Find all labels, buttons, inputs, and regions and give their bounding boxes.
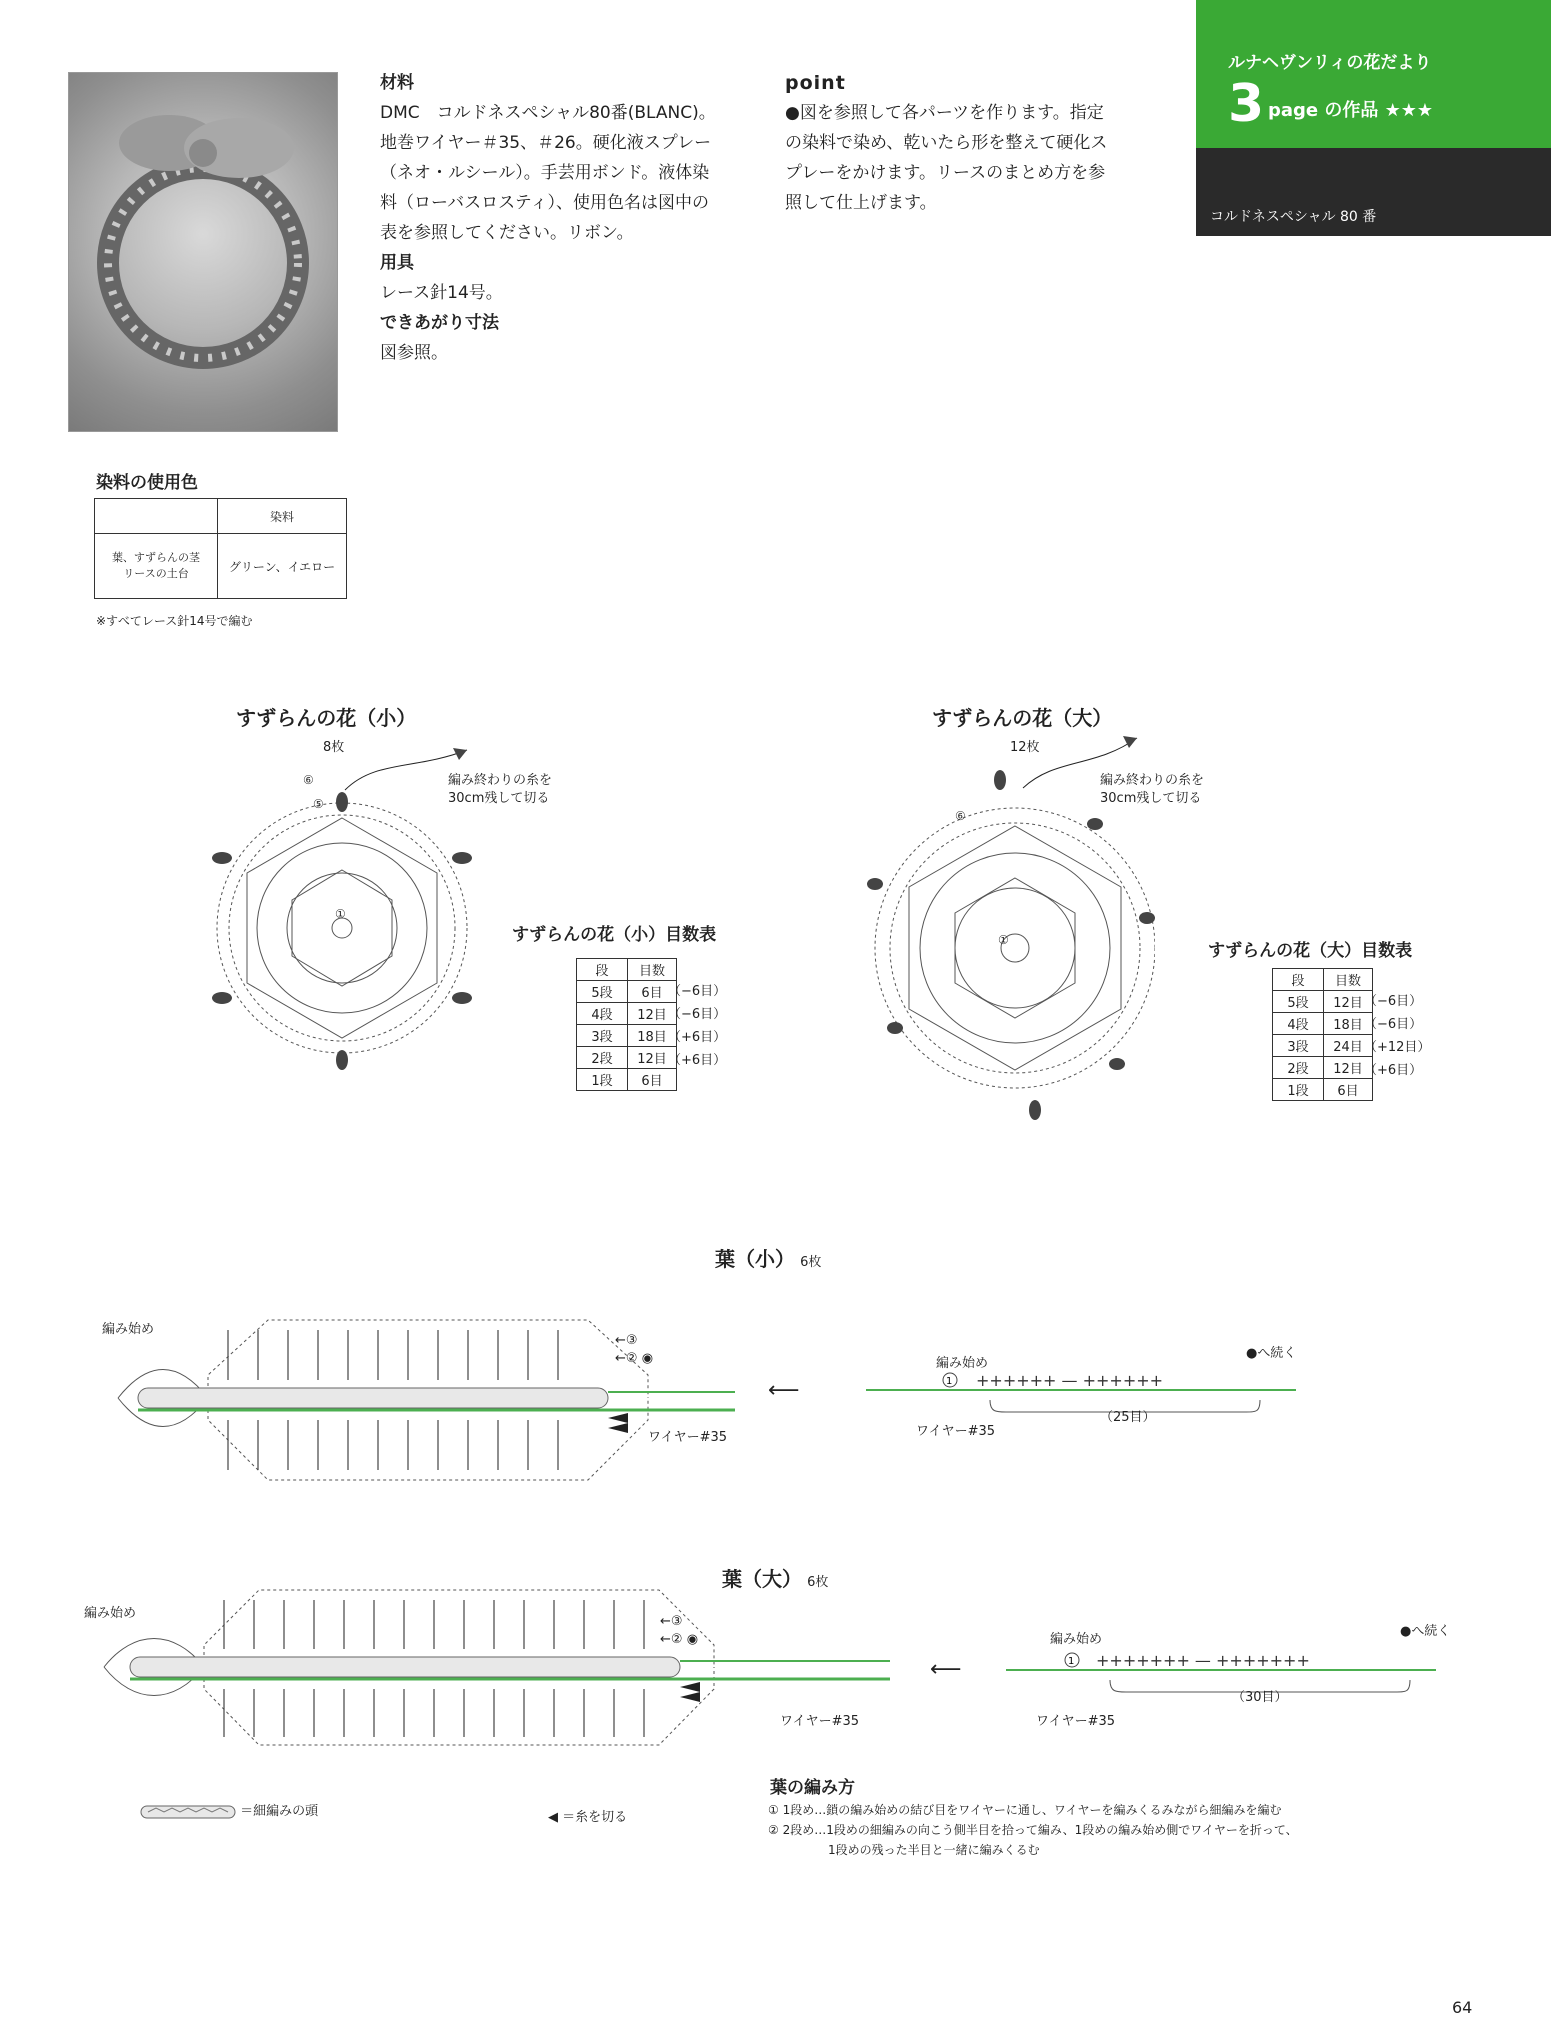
leaf-small-diagram <box>108 1280 738 1500</box>
table-cell: 6目 <box>628 981 677 1003</box>
dye-header: 染料 <box>218 499 347 534</box>
svg-text:1: 1 <box>1068 1656 1075 1667</box>
leaf-large-row3: ←③ <box>660 1614 683 1629</box>
svg-text:1: 1 <box>946 1376 953 1387</box>
diff-value: （+12目） <box>1364 1040 1431 1055</box>
point-block <box>785 68 1165 218</box>
dye-row-label-1: 葉、すずらんの茎 <box>111 551 201 564</box>
leaf-large-continue: ●へ続く <box>1400 1624 1451 1639</box>
table-cell: 3段 <box>577 1025 628 1047</box>
legend-braid-text: ＝細編みの頭 <box>240 1804 319 1819</box>
leaf-large-qty: 6枚 <box>807 1575 829 1590</box>
flower-small-table-title: すずらんの花（小）目数表 <box>512 925 717 945</box>
svg-text:⑥: ⑥ <box>955 809 966 823</box>
leaf-small-row3: ←③ <box>615 1333 638 1348</box>
row-marker: ② <box>670 1632 683 1647</box>
leaf-large-row2: ←② ◉ <box>660 1632 699 1647</box>
flower-large-diagram <box>855 728 1155 1128</box>
table-cell: 12目 <box>628 1003 677 1025</box>
table-cell: 1段 <box>577 1069 628 1091</box>
braid-icon <box>140 1804 236 1820</box>
section-tag <box>1196 0 1551 236</box>
flower-large-end-note-2: 30cm残して切る <box>1100 791 1202 806</box>
leaf-small-qty: 6枚 <box>800 1255 822 1270</box>
leaf-large-title: 葉（大） <box>722 1567 802 1591</box>
table-cell: 5段 <box>577 981 628 1003</box>
table-cell: 12目 <box>628 1047 677 1069</box>
flower-large-table-title: すずらんの花（大）目数表 <box>1208 941 1413 961</box>
leaf-large-diagram <box>94 1565 894 1765</box>
needle-note: ※すべてレース針14号で編む <box>96 614 253 628</box>
flower-large-diffs <box>1364 990 1430 1082</box>
dye-row-label-2: リースの土台 <box>123 567 189 580</box>
leaf-small-wire-label: ワイヤー#35 <box>648 1430 728 1445</box>
how-title: 葉の編み方 <box>770 1778 855 1798</box>
point-line: 照して仕上げます。 <box>785 193 937 213</box>
tag-green-band <box>1196 0 1551 148</box>
flower-small-qty: 8枚 <box>323 740 345 755</box>
flower-small-end-note-1: 編み終わりの糸を <box>448 773 553 788</box>
point-heading: point <box>785 72 846 94</box>
leaf-small-heading <box>715 1243 821 1272</box>
flower-large-end-note-1: 編み終わりの糸を <box>1100 773 1205 788</box>
dye-row-value: グリーン、イエロー <box>218 534 347 599</box>
point-line: プレーをかけます。リースのまとめ方を参 <box>785 163 1106 183</box>
page-number: 64 <box>1452 1998 1473 2017</box>
flower-small-diagram <box>185 730 485 1110</box>
tag-number: 3 <box>1228 74 1265 134</box>
leaf-large-wire-label-2: ワイヤー#35 <box>1036 1714 1116 1729</box>
legend-cut-text: ＝糸を切る <box>562 1810 628 1825</box>
table-cell: 6目 <box>1324 1079 1373 1101</box>
dye-empty-cell <box>95 499 218 534</box>
point-line: の染料で染め、乾いたら形を整えて硬化ス <box>785 133 1108 153</box>
diff-value: （+6目） <box>668 1030 727 1045</box>
cut-mark-icon: ◀ <box>548 1810 558 1825</box>
flower-small-diffs <box>668 980 726 1072</box>
dye-title: 染料の使用色 <box>96 473 198 493</box>
row-marker: ③ <box>625 1333 638 1348</box>
leaf-small-continue: ●へ続く <box>1246 1346 1297 1361</box>
leaf-small-wire-label-2: ワイヤー#35 <box>916 1424 996 1439</box>
svg-text:⑤: ⑤ <box>313 797 324 811</box>
table-header: 段 <box>1273 969 1324 991</box>
leaf-large-start-label: 編み始め <box>84 1606 137 1621</box>
leaf-large-arrow-icon: ⟵ <box>930 1657 962 1682</box>
tag-dark-band <box>1196 148 1551 236</box>
tag-title: ルナヘヴンリィの花だより <box>1228 53 1432 73</box>
flower-small-count-table <box>576 958 677 1091</box>
materials-line: 地巻ワイヤー＃35、＃26。硬化液スプレー <box>380 133 712 153</box>
materials-heading: 材料 <box>380 73 414 93</box>
leaf-small-count: （25目） <box>1100 1410 1156 1425</box>
table-cell: 3段 <box>1273 1035 1324 1057</box>
materials-line: DMC コルドネスペシャル80番(BLANC)。 <box>380 103 716 123</box>
diff-value: （−6目） <box>668 1007 727 1022</box>
diff-value: （−6目） <box>1364 994 1423 1009</box>
diff-value: （−6目） <box>668 984 727 999</box>
wreath-photo <box>68 72 338 432</box>
flower-large-qty: 12枚 <box>1010 740 1040 755</box>
diff-value: （−6目） <box>1364 1017 1423 1032</box>
flower-large-title: すずらんの花（大） <box>932 706 1113 730</box>
tag-page-text: page の作品 ★★★ <box>1268 100 1434 121</box>
tools-heading: 用具 <box>380 253 414 273</box>
svg-text:①: ① <box>335 907 346 921</box>
materials-line: （ネオ・ルシール）。手芸用ボンド。液体染 <box>380 163 710 183</box>
row-marker: ② <box>625 1351 638 1366</box>
table-cell: 12目 <box>1324 1057 1373 1079</box>
svg-text:++++++ — ++++++: ++++++ — ++++++ <box>976 1371 1164 1390</box>
materials-line: 料（ローバスロスティ）、使用色名は図中の <box>380 193 709 213</box>
tag-series: コルドネスペシャル 80 番 <box>1210 209 1377 225</box>
dye-table <box>94 498 347 599</box>
table-cell: 6目 <box>628 1069 677 1091</box>
point-line: ●図を参照して各パーツを作ります。指定 <box>785 103 1104 123</box>
how-line: ① 1段め…鎖の編み始めの結び目をワイヤーに通し、ワイヤーを編みくるみながら細編みを編む <box>768 1803 1282 1817</box>
legend-cut <box>548 1806 627 1825</box>
leaf-large-chain-diagram <box>1006 1648 1446 1708</box>
diff-value: （+6目） <box>1364 1063 1423 1078</box>
flower-small-end-note-2: 30cm残して切る <box>448 791 550 806</box>
svg-text:①: ① <box>998 933 1009 947</box>
table-cell: 2段 <box>577 1047 628 1069</box>
materials-line: 表を参照してください。リボン。 <box>380 223 634 243</box>
table-cell: 1段 <box>1273 1079 1324 1101</box>
table-cell: 18目 <box>1324 1013 1373 1035</box>
dye-row-label <box>95 534 218 599</box>
leaf-small-chain-diagram <box>866 1368 1306 1428</box>
table-cell: 2段 <box>1273 1057 1324 1079</box>
table-header: 目数 <box>628 959 677 981</box>
size-text: 図参照。 <box>380 343 448 363</box>
leaf-small-start-label-2: 編み始め <box>936 1356 989 1371</box>
table-cell: 4段 <box>577 1003 628 1025</box>
table-header: 段 <box>577 959 628 981</box>
table-cell: 5段 <box>1273 991 1324 1013</box>
diff-value: （+6目） <box>668 1053 727 1068</box>
leaf-small-start-label: 編み始め <box>102 1322 155 1337</box>
leaf-large-wire-label: ワイヤー#35 <box>780 1714 860 1729</box>
table-header: 目数 <box>1324 969 1373 991</box>
how-block <box>768 1800 1458 1860</box>
table-cell: 24目 <box>1324 1035 1373 1057</box>
table-cell: 18目 <box>628 1025 677 1047</box>
row-marker: ③ <box>670 1614 683 1629</box>
svg-text:⑥: ⑥ <box>303 773 314 787</box>
svg-text:+++++++ — +++++++: +++++++ — +++++++ <box>1096 1651 1310 1670</box>
wreath-illustration <box>69 73 337 431</box>
table-cell: 4段 <box>1273 1013 1324 1035</box>
flower-large-count-table <box>1272 968 1373 1101</box>
flower-small-title: すずらんの花（小） <box>236 706 417 730</box>
size-heading: できあがり寸法 <box>380 313 499 333</box>
how-line: ② 2段め…1段めの細編みの向こう側半目を拾って編み、1段めの編み始め側でワイヤーを折って、 <box>768 1823 1298 1837</box>
leaf-large-start-label-2: 編み始め <box>1050 1632 1103 1647</box>
leaf-large-count: （30目） <box>1232 1690 1288 1705</box>
table-cell: 12目 <box>1324 991 1373 1013</box>
leaf-small-row2: ←② ◉ <box>615 1351 654 1366</box>
how-line: 1段めの残った半目と一緒に編みくるむ <box>768 1843 1040 1857</box>
materials-block <box>380 68 765 368</box>
leaf-small-arrow-icon: ⟵ <box>768 1378 800 1403</box>
leaf-small-title: 葉（小） <box>715 1247 795 1271</box>
tools-text: レース針14号。 <box>380 283 503 303</box>
legend-braid <box>140 1800 318 1820</box>
